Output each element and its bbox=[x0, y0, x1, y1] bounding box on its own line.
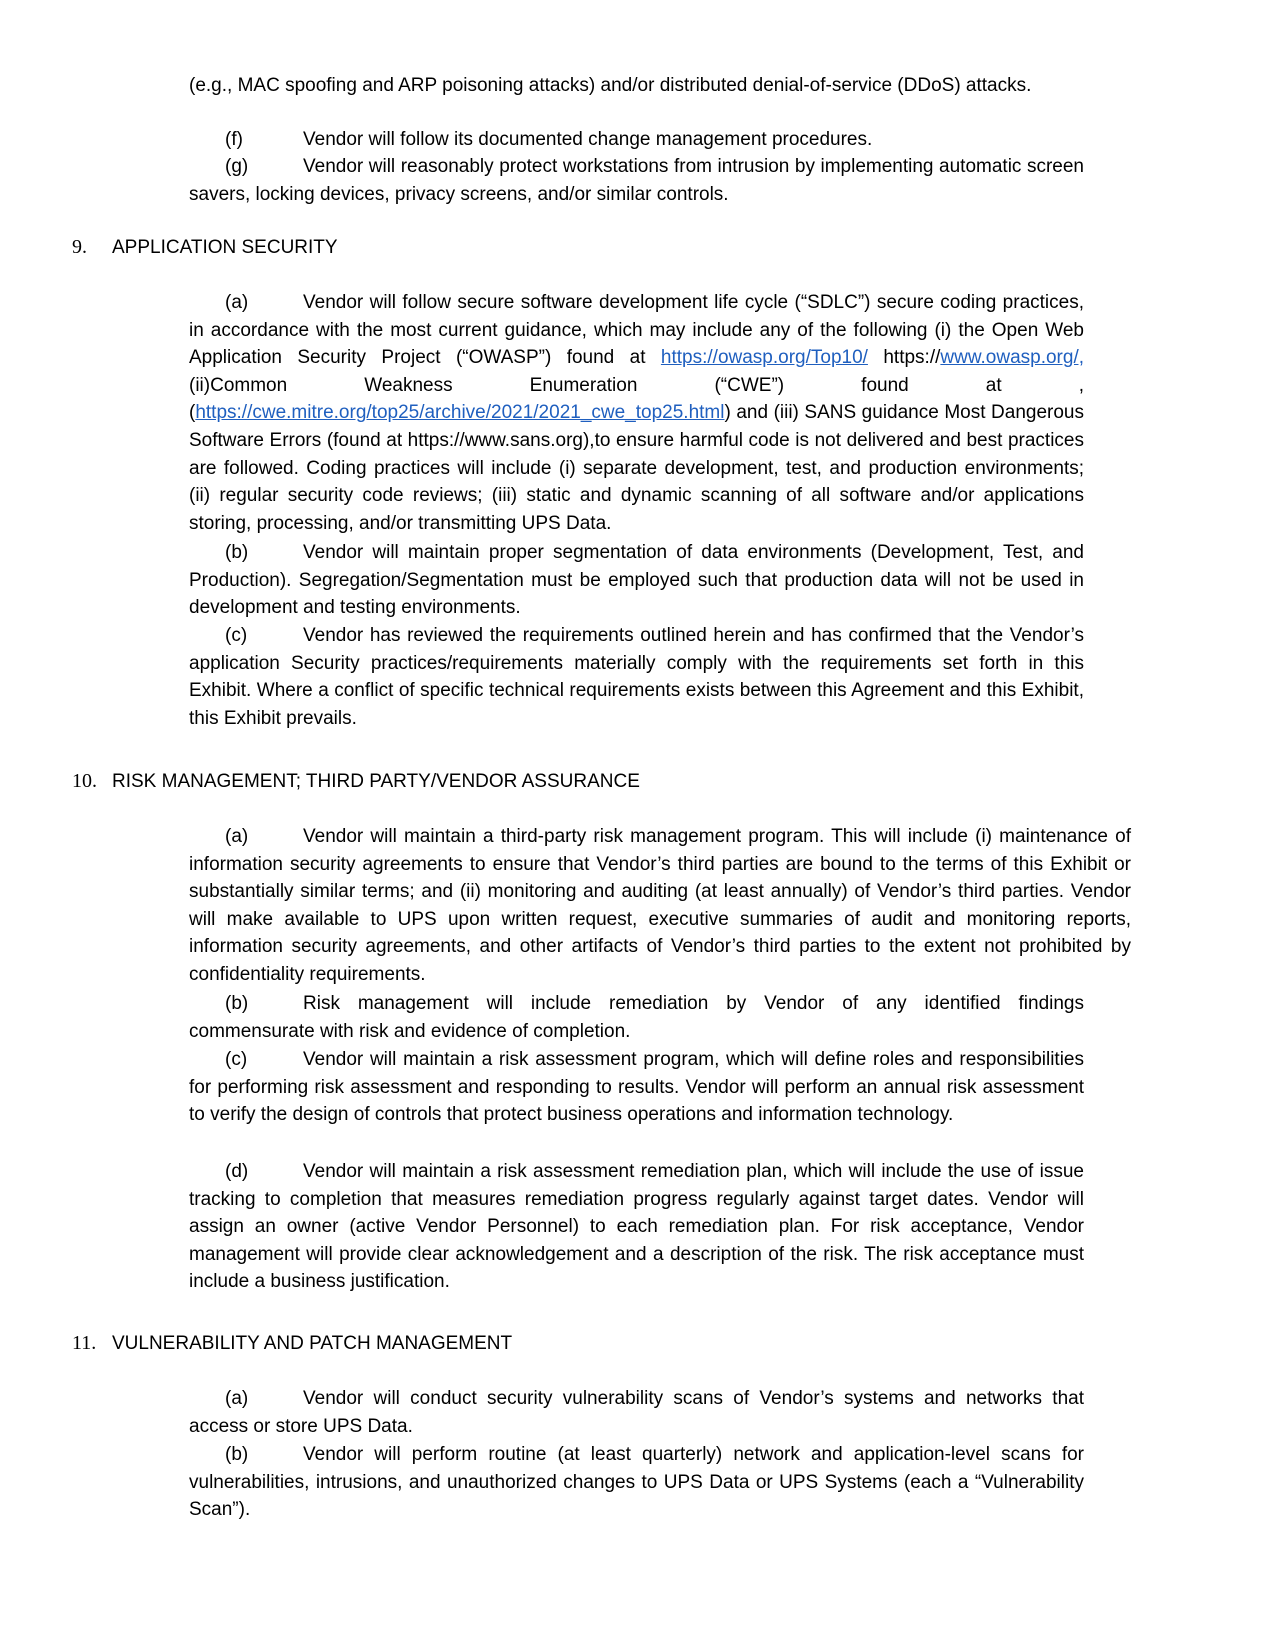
clause-text: Vendor will maintain a third-party risk management program. This will include (i) maintenance of information security agreements to ensure that Vendor’s third parties are bound to the terms of this Exhibit or substantially similar terms; and (ii) monitoring and auditing (at least annually) of Vendor’s third parties. Vendor will make available to UPS upon written request, executive summaries of audit and monitoring reports, information security agreements, and other artifacts of Vendor’s third parties to the extent not prohibited by confidentiality requirements. bbox=[189, 826, 1131, 985]
clause-label: (g) bbox=[225, 156, 249, 177]
clause-text: Vendor will maintain a risk assessment remediation plan, which will include the use of issue tracking to completion that measures remediation progress regularly against target dates. Vendor will assign an owner (active Vendor Personnel) to each remediation plan. For risk acceptance, Vendor management will provide clear acknowledgement and a description of the risk. The risk acceptance must include a business justification. bbox=[189, 1161, 1084, 1293]
clause-label: (f) bbox=[225, 129, 243, 150]
clause-label: (c) bbox=[225, 625, 248, 646]
section-title: VULNERABILITY AND PATCH MANAGEMENT bbox=[112, 1333, 513, 1354]
clause-label: (b) bbox=[225, 542, 249, 563]
section-heading-10 bbox=[72, 768, 640, 795]
clause-8f bbox=[189, 126, 1084, 154]
clause-label: (a) bbox=[225, 826, 249, 847]
clause-text: Vendor will reasonably protect workstations from intrusion by implementing automatic screen savers, locking devices, privacy screens, and/or similar controls. bbox=[189, 156, 1084, 205]
clause-11b bbox=[189, 1441, 1084, 1524]
clause-label: (b) bbox=[225, 1444, 249, 1465]
clause-label: (c) bbox=[225, 1049, 248, 1070]
clause-10c bbox=[189, 1046, 1084, 1129]
clause-11a bbox=[189, 1385, 1084, 1440]
clause-text: Vendor will maintain a risk assessment program, which will define roles and responsibilities for performing risk assessment and responding to results. Vendor will perform an annual risk assessment to verify the design of controls that protect business operations and information technology. bbox=[189, 1049, 1084, 1126]
clause-text: Vendor will perform routine (at least quarterly) network and application-level scans for vulnerabilities, intrusions, and unauthorized changes to UPS Data or UPS Systems (each a “Vulnerability Scan”). bbox=[189, 1444, 1084, 1521]
clause-label: (a) bbox=[225, 292, 249, 313]
section-number: 11. bbox=[72, 1332, 97, 1354]
clause-text: Risk management will include remediation by Vendor of any identified findings commensurate with risk and evidence of completion. bbox=[189, 993, 1084, 1042]
clause-9a: (a) Vendor will follow secure software development life cycle (“SDLC”) secure coding practices, in accordance with the most current guidance, which may include any of the following (i) the Open Web Application Security Project (“OWASP”) found at https://owasp.org/Top10/ https://www.owasp.org/, (ii)Common Weakness Enumeration (“CWE”) found at , (https://cwe.mitre.org/top25/archive/2021/2021_cwe_top25.html) and (iii) SANS guidance Most Dangerous Software Errors (found at https://www.sans.org),to ensure harmful code is not delivered and best practices are followed. Coding practices will include (i) separate development, test, and production environments; (ii) regular security code reviews; (iii) static and dynamic scanning of all software and/or applications storing, processing, and/or transmitting UPS Data. bbox=[189, 289, 1084, 537]
clause-10b bbox=[189, 990, 1084, 1045]
clause-label: (a) bbox=[225, 1388, 249, 1409]
clause-label: (d) bbox=[225, 1161, 249, 1182]
clause-10d bbox=[189, 1158, 1084, 1296]
clause-text: Vendor will conduct security vulnerability scans of Vendor’s systems and networks that access or store UPS Data. bbox=[189, 1388, 1084, 1437]
clause-9c bbox=[189, 622, 1084, 732]
owasp-top10-link[interactable]: https://owasp.org/Top10/ bbox=[660, 347, 868, 369]
section-number: 9. bbox=[72, 236, 87, 258]
clause-8g bbox=[189, 153, 1084, 208]
owasp-org-link[interactable]: www.owasp.org/, bbox=[940, 347, 1085, 369]
clause-text: Vendor has reviewed the requirements outlined herein and has confirmed that the Vendor’s application Security practices/requirements materially comply with the requirements set forth in this Exhibit. Where a conflict of specific technical requirements exists between this Agreement and this Exhibit, this Exhibit prevails. bbox=[189, 625, 1084, 729]
section-title: RISK MANAGEMENT; THIRD PARTY/VENDOR ASSURANCE bbox=[112, 771, 640, 792]
section-number: 10. bbox=[72, 770, 97, 792]
clause-text: Vendor will follow its documented change management procedures. bbox=[303, 129, 873, 150]
cwe-top25-link[interactable]: https://cwe.mitre.org/top25/archive/2021/2021_cwe_top25.html bbox=[195, 402, 725, 424]
clause-9b bbox=[189, 539, 1084, 622]
clause-10a bbox=[189, 823, 1131, 989]
intro-paragraph: (e.g., MAC spoofing and ARP poisoning attacks) and/or distributed denial-of-service (DDoS) attacks. bbox=[189, 75, 1032, 96]
section-title: APPLICATION SECURITY bbox=[112, 237, 338, 258]
section-heading-11 bbox=[72, 1330, 512, 1357]
clause-label: (b) bbox=[225, 993, 249, 1014]
clause-text: Vendor will maintain proper segmentation of data environments (Development, Test, and Production). Segregation/Segmentation must be employed such that production data will not be used in development and testing environments. bbox=[189, 542, 1084, 619]
section-heading-9 bbox=[72, 234, 338, 261]
